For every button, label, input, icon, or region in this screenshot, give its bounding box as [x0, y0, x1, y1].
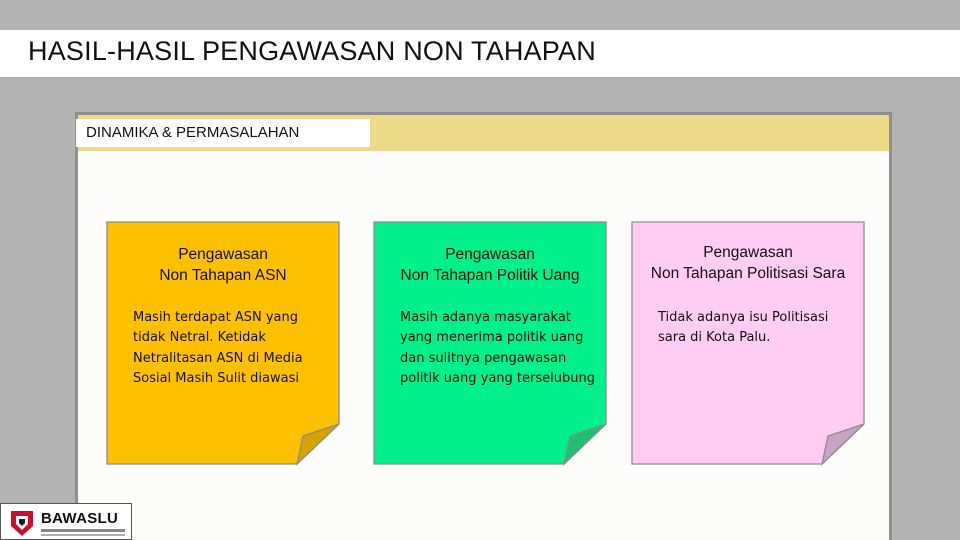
note-card-politik-uang: [374, 222, 606, 464]
card-heading-line2: Non Tahapan Politisasi Sara: [650, 265, 846, 282]
card-heading-line1: Pengawasan: [703, 244, 793, 261]
card-heading: [111, 244, 335, 286]
note-card-politisasi-sara: [632, 222, 864, 464]
card-heading: [378, 244, 602, 286]
card-body: Masih adanya masyarakat yang menerima politik uang dan sulitnya pengawasan politik uang yang terselubung: [400, 310, 595, 387]
note-card-asn: [107, 222, 339, 464]
card-body: Tidak adanya isu Politisasi sara di Kota Palu.: [658, 310, 829, 346]
top-band: [0, 0, 960, 30]
logo-tagline-line: [41, 534, 125, 536]
section-label: DINAMIKA & PERMASALAHAN: [76, 119, 370, 147]
bawaslu-logo: [0, 503, 132, 540]
bawaslu-logo-icon: [9, 509, 35, 537]
logo-tagline-line: [41, 529, 125, 532]
slide-title: HASIL-HASIL PENGAWASAN NON TAHAPAN: [28, 36, 596, 66]
logo-text: BAWASLU: [41, 510, 119, 527]
card-heading: [636, 242, 860, 284]
card-heading-line1: Pengawasan: [445, 246, 535, 263]
card-heading-line2: Non Tahapan ASN: [159, 267, 287, 284]
card-heading-line2: Non Tahapan Politik Uang: [400, 267, 580, 284]
card-heading-line1: Pengawasan: [178, 246, 268, 263]
card-body: Masih terdapat ASN yang tidak Netral. Ketidak Netralitasan ASN di Media Sosial Masih Sulit diawasi: [133, 310, 303, 387]
